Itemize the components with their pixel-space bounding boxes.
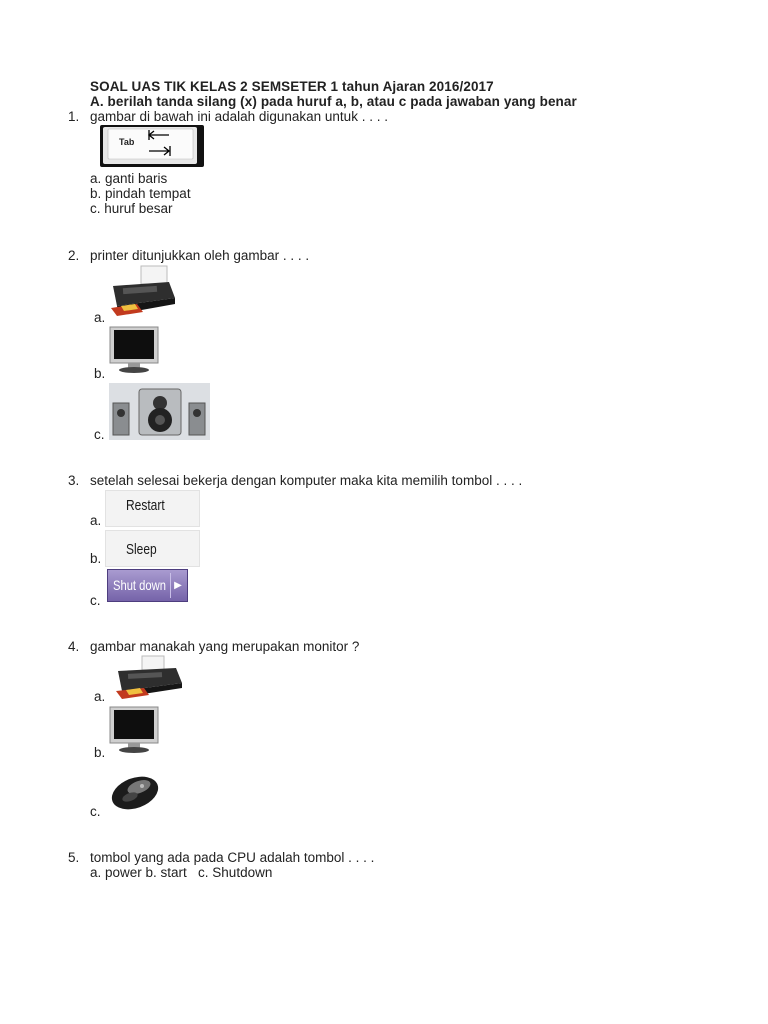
instruction: A. berilah tanda silang (x) pada huruf a, b, atau c pada jawaban yang benar <box>90 94 577 109</box>
q1-option-a: a. ganti baris <box>90 171 168 186</box>
q2-label-a: a. <box>94 310 106 325</box>
q5-options: a. power b. start c. Shutdown <box>90 865 273 880</box>
chevron-right-icon: ▶ <box>170 573 185 598</box>
speakers-icon <box>109 383 210 440</box>
q3-number: 3. <box>68 473 80 488</box>
mouse-icon <box>108 773 162 813</box>
q3-text: setelah selesai bekerja dengan komputer maka kita memilih tombol . . . . <box>90 473 523 488</box>
q4-label-b: b. <box>94 745 106 760</box>
q2-label-b: b. <box>94 366 106 381</box>
shutdown-button-image: Shut down ▶ <box>107 569 188 602</box>
sleep-button-image: Sleep <box>105 530 200 567</box>
q1-number: 1. <box>68 109 80 124</box>
printer-icon <box>107 264 179 320</box>
q4-label-a: a. <box>94 689 106 704</box>
q5-number: 5. <box>68 850 80 865</box>
q4-number: 4. <box>68 639 80 654</box>
q1-text: gambar di bawah ini adalah digunakan untuk . . . . <box>90 109 388 124</box>
monitor-icon <box>108 325 160 375</box>
q4-label-c: c. <box>90 804 101 819</box>
restart-button-image: Restart <box>105 490 200 527</box>
monitor-icon <box>108 705 160 755</box>
q3-label-c: c. <box>90 593 101 608</box>
q2-label-c: c. <box>94 427 105 442</box>
q1-option-c: c. huruf besar <box>90 201 173 216</box>
q5-text: tombol yang ada pada CPU adalah tombol . . . . <box>90 850 375 865</box>
q1-option-b: b. pindah tempat <box>90 186 191 201</box>
printer-icon <box>112 655 186 701</box>
page-title: SOAL UAS TIK KELAS 2 SEMSETER 1 tahun Ajaran 2016/2017 <box>90 79 494 94</box>
tab-key-icon <box>99 124 205 168</box>
q2-text: printer ditunjukkan oleh gambar . . . . <box>90 248 310 263</box>
q4-text: gambar manakah yang merupakan monitor ? <box>90 639 360 654</box>
tab-key-label: Tab <box>119 137 135 147</box>
q2-number: 2. <box>68 248 80 263</box>
q3-label-b: b. <box>90 551 102 566</box>
q3-label-a: a. <box>90 513 102 528</box>
